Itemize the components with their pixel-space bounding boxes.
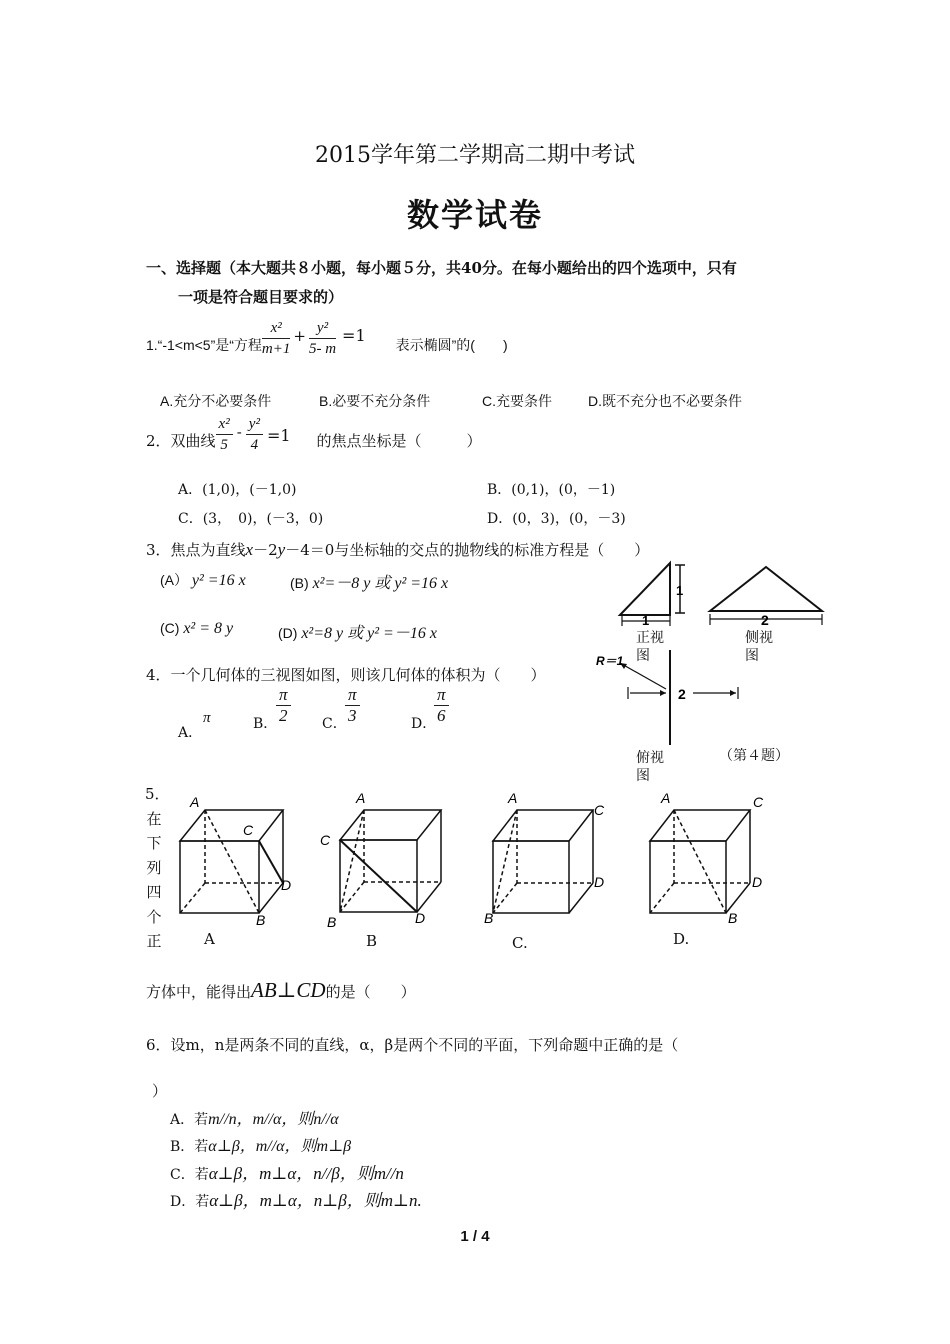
q4-option-d-label: D． — [411, 716, 437, 732]
front-view-triangle — [620, 563, 670, 615]
q2-prefix: 2．双曲线 — [146, 432, 216, 450]
q2-option-a: A．(1,0)，(－1,0) — [178, 482, 297, 498]
q3-stem-b: －2 — [253, 541, 278, 559]
q2-suffix: 的焦点坐标是（ ） — [316, 432, 482, 450]
q1-frac2-num: y² — [309, 318, 336, 339]
cubes-figure — [170, 785, 790, 930]
q6-option-b — [170, 1133, 351, 1156]
q4-option-b-den: 2 — [279, 706, 288, 725]
q3-option-c-label: (C) — [160, 620, 180, 636]
q2-frac1-den: 5 — [220, 437, 228, 453]
q6-option-c-math: α⊥β，m⊥α，n//β，则m//n — [208, 1164, 404, 1183]
q3-option-b — [290, 570, 448, 593]
q6-option-b-label: B．若 — [170, 1139, 209, 1155]
q2-minus: - — [236, 423, 242, 441]
cube-a-vertex-d: D — [281, 877, 292, 893]
q4-option-c-frac — [345, 685, 360, 726]
front-view-label: 正视图 — [636, 630, 664, 664]
cube-b-vertex-a: A — [356, 790, 366, 806]
q4-option-b-num: π — [276, 685, 291, 706]
q4-option-d-frac — [434, 685, 449, 726]
question-6: 6．设m，n是两条不同的直线，α，β是两个不同的平面，下列命题中正确的是（ — [146, 1036, 679, 1054]
q1-option-b: B.必要不充分条件 — [319, 393, 431, 409]
q3-option-d-math: x²=8 y 或 y² =－16 x — [301, 625, 437, 642]
cube-d-caption: D. — [673, 930, 690, 948]
q3-stem-y: y — [277, 540, 286, 559]
section-heading-cont: 一项是符合题目要求的） — [178, 288, 344, 306]
q2-frac2-den: 4 — [250, 437, 259, 453]
q4-option-c-den: 3 — [348, 706, 357, 725]
cube-c-caption: C. — [512, 934, 528, 952]
q6-option-b-math: α⊥β，m//α，则m⊥β — [208, 1138, 352, 1155]
cube-c-vertex-b: B — [484, 910, 494, 926]
q3-option-b-label: (B) — [290, 575, 309, 591]
cube-d — [650, 810, 750, 913]
cube-c-vertex-a: A — [508, 790, 518, 806]
q3-option-a — [160, 570, 246, 590]
q4-option-b-label: B． — [253, 716, 278, 732]
cube-a-vertex-a: A — [190, 794, 200, 810]
cube-b-vertex-c: C — [320, 832, 331, 848]
q1-prefix: 1.“-1<m<5”是“方程 — [146, 337, 262, 353]
cube-d-vertex-b: B — [728, 910, 738, 926]
q2-option-c: C．(3， 0)，(－3，0) — [178, 511, 324, 527]
top-view-label: 俯视图 — [636, 750, 664, 784]
q6-option-d-label: D．若 — [170, 1194, 210, 1210]
cube-c-vertex-d: D — [594, 874, 605, 890]
q5-vertical-prefix: 5．在下列四个正 — [145, 785, 170, 950]
q4-option-a-label: A． — [178, 725, 203, 741]
top-left-arrowhead — [660, 690, 666, 696]
q6-option-a-label: A．若 — [170, 1112, 209, 1128]
radius-line — [620, 663, 666, 689]
q5-stem-math: AB⊥CD — [251, 978, 326, 1002]
q1-suffix: 表示椭圆”的( ) — [395, 337, 508, 353]
front-width-label: 1 — [642, 613, 650, 628]
q3-option-c — [160, 620, 233, 638]
q6-option-d — [170, 1186, 422, 1211]
q2-frac1-num: x² — [216, 414, 233, 435]
q1-option-a: A.充分不必要条件 — [160, 393, 272, 409]
q1-frac2-den: 5- m — [308, 341, 337, 357]
page-number: 1 / 4 — [460, 1228, 490, 1245]
q1-plus: + — [293, 327, 306, 345]
q3-option-b-math: x²=－8 y 或 y² =16 x — [312, 575, 449, 592]
question-3 — [146, 539, 649, 560]
exam-subtitle: 数学试卷 — [406, 196, 543, 234]
q4-option-d-num: π — [434, 685, 449, 706]
q2-frac1 — [216, 414, 233, 455]
q3-stem-x: x — [245, 540, 254, 559]
q3-option-a-math: y² =16 x — [191, 572, 246, 589]
q2-option-b: B．(0,1)，(0，－1) — [487, 482, 616, 498]
question-6-end: ） — [152, 1082, 168, 1100]
cube-c — [493, 810, 593, 913]
q2-frac2-num: y² — [246, 414, 263, 435]
cube-d-vertex-c: C — [753, 794, 764, 810]
cube-d-vertex-a: A — [661, 790, 671, 806]
q3-stem-a: 3．焦点为直线 — [146, 541, 246, 559]
q5-stem-end: 的是（ ） — [325, 983, 416, 1001]
exam-title: 2015学年第二学期高二期中考试 — [315, 143, 635, 168]
question-2 — [146, 414, 482, 455]
q4-option-a-value: π — [203, 710, 211, 726]
cube-a-caption: A — [204, 930, 215, 948]
q3-option-a-label: (A） — [160, 572, 188, 588]
q3-option-d — [278, 620, 437, 643]
q6-option-c-label: C．若 — [170, 1167, 209, 1183]
q4-option-d-den: 6 — [437, 706, 446, 725]
q1-eq: =1 — [342, 326, 366, 345]
top-right-arrowhead — [730, 690, 736, 696]
q2-eq: =1 — [266, 426, 291, 445]
section-heading: 一、选择题（本大题共８小题，每小题５分，共40分。在每小题给出的四个选项中，只有 — [146, 259, 737, 277]
q6-option-c — [170, 1159, 404, 1184]
top-width-label: 2 — [678, 686, 686, 702]
cube-b-caption: B — [366, 932, 378, 950]
figure-caption: （第４题） — [719, 748, 789, 764]
cube-b-vertex-d: D — [415, 910, 426, 926]
side-width-label: 2 — [761, 612, 769, 628]
q2-option-d: D．(0，3)，(0，－3) — [487, 511, 626, 527]
front-height-label: 1 — [676, 583, 684, 598]
question-1 — [146, 318, 508, 359]
q3-option-c-math: x² = 8 y — [183, 620, 234, 637]
cube-a — [180, 810, 283, 913]
cube-b-vertex-b: B — [327, 914, 337, 930]
q2-frac2 — [246, 414, 263, 455]
q3-option-d-label: (D) — [278, 625, 298, 641]
radius-label: R＝1 — [596, 654, 624, 668]
q3-stem-c: －4＝0与坐标轴的交点的抛物线的标准方程是（ ） — [285, 541, 650, 559]
q4-option-c-label: C． — [322, 716, 347, 732]
three-view-figure — [590, 555, 835, 795]
q6-option-a — [170, 1106, 339, 1129]
q5-stem-rest: 方体中，能得出 — [146, 983, 252, 1001]
q5-stem — [146, 978, 416, 1003]
cube-c-vertex-c: C — [594, 802, 605, 818]
cube-a-vertex-c: C — [243, 822, 254, 838]
side-view-triangle — [710, 567, 822, 611]
cube-b — [340, 810, 441, 912]
q1-option-c: C.充要条件 — [482, 393, 552, 409]
question-4: 4．一个几何体的三视图如图，则该几何体的体积为（ ） — [146, 666, 546, 684]
q6-option-a-math: m//n，m//α，则n//α — [208, 1111, 339, 1128]
q1-option-d: D.既不充分也不必要条件 — [588, 393, 742, 409]
q1-frac1 — [262, 318, 290, 359]
q6-option-d-math: α⊥β，m⊥α，n⊥β，则m⊥n. — [209, 1191, 422, 1210]
side-view-label: 侧视图 — [745, 630, 773, 664]
q1-frac1-den: m+1 — [261, 341, 291, 357]
q4-option-b-frac — [276, 685, 291, 726]
q1-frac2 — [309, 318, 336, 359]
cube-d-vertex-d: D — [752, 874, 763, 890]
q1-frac1-num: x² — [262, 318, 290, 339]
cube-a-vertex-b: B — [256, 912, 266, 928]
q4-option-c-num: π — [345, 685, 360, 706]
